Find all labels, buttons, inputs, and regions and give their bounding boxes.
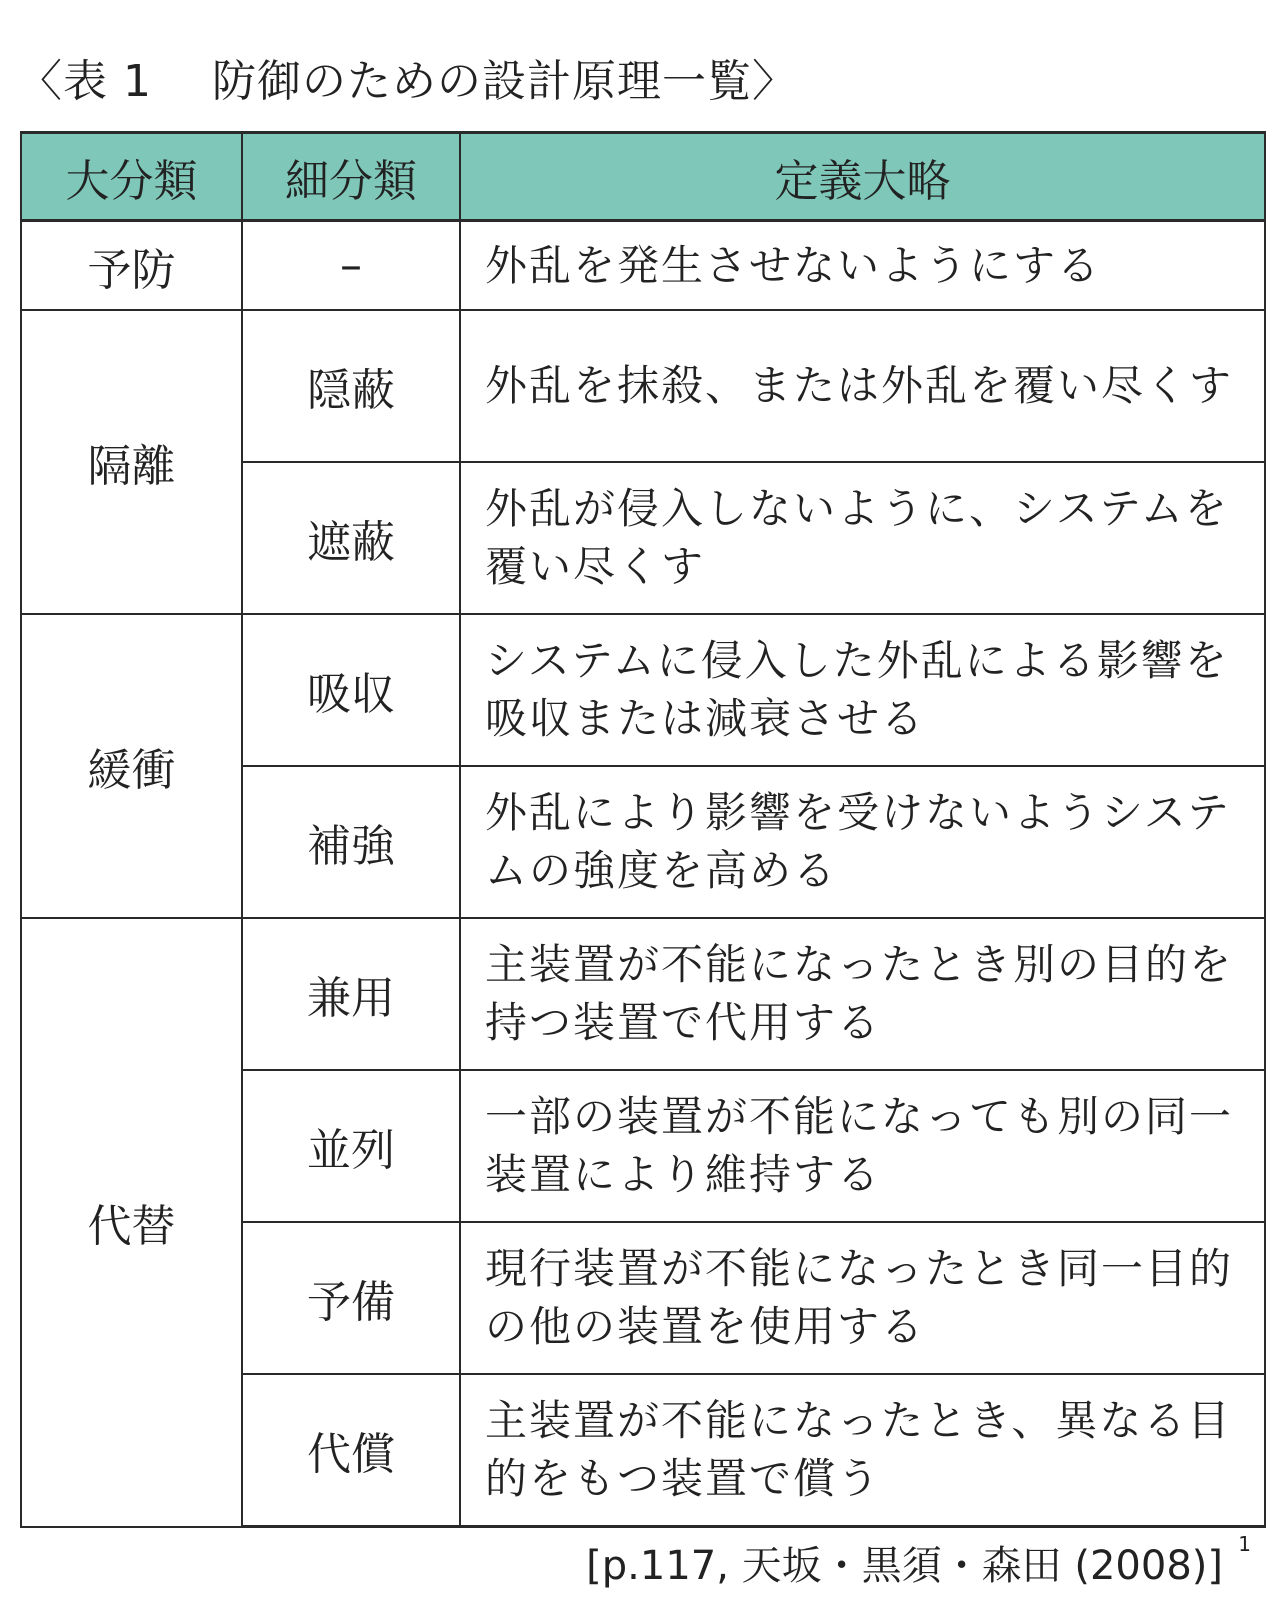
- definition-cell: 外乱が侵入しないように、システムを覆い尽くす: [460, 462, 1265, 614]
- sub-category-cell: 遮蔽: [242, 462, 460, 614]
- definition-cell: 主装置が不能になったとき別の目的を持つ装置で代用する: [460, 918, 1265, 1070]
- major-category-cell: 予防: [21, 221, 242, 311]
- table-row: [21, 918, 1265, 1070]
- table-row: [21, 221, 1265, 311]
- sub-category-cell: 代償: [242, 1374, 460, 1527]
- footnote-mark: 1: [1238, 1532, 1251, 1556]
- major-category-cell: 隔離: [21, 310, 242, 614]
- definition-cell: 一部の装置が不能になっても別の同一装置により維持する: [460, 1070, 1265, 1222]
- sub-category-cell: 補強: [242, 766, 460, 918]
- caption-label: 〈表 1: [18, 56, 152, 107]
- sub-category-cell: –: [242, 221, 460, 311]
- sub-category-cell: 隠蔽: [242, 310, 460, 462]
- header-row: [21, 133, 1265, 221]
- table-row: [21, 614, 1265, 766]
- header-sub-category: 細分類: [242, 133, 460, 221]
- definition-cell: 現行装置が不能になったとき同一目的の他の装置を使用する: [460, 1222, 1265, 1374]
- definition-cell: 外乱を発生させないようにする: [460, 221, 1265, 311]
- sub-category-cell: 予備: [242, 1222, 460, 1374]
- definition-cell: 外乱を抹殺、または外乱を覆い尽くす: [460, 310, 1265, 462]
- header-major-category: 大分類: [21, 133, 242, 221]
- design-principles-table: [20, 131, 1266, 1528]
- major-category-cell: 代替: [21, 918, 242, 1527]
- sub-category-cell: 吸収: [242, 614, 460, 766]
- header-definition: 定義大略: [460, 133, 1265, 221]
- table-row: [21, 310, 1265, 462]
- major-category-cell: 緩衝: [21, 614, 242, 918]
- caption-title: 防御のための設計原理一覧〉: [211, 56, 797, 107]
- table-caption: [18, 52, 797, 112]
- sub-category-cell: 並列: [242, 1070, 460, 1222]
- sub-category-cell: 兼用: [242, 918, 460, 1070]
- definition-cell: 主装置が不能になったとき、異なる目的をもつ装置で償う: [460, 1374, 1265, 1527]
- definition-cell: システムに侵入した外乱による影響を吸収または減衰させる: [460, 614, 1265, 766]
- definition-cell: 外乱により影響を受けないようシステムの強度を高める: [460, 766, 1265, 918]
- source-citation: [p.117, 天坂・黒須・森田 (2008)]: [586, 1543, 1223, 1589]
